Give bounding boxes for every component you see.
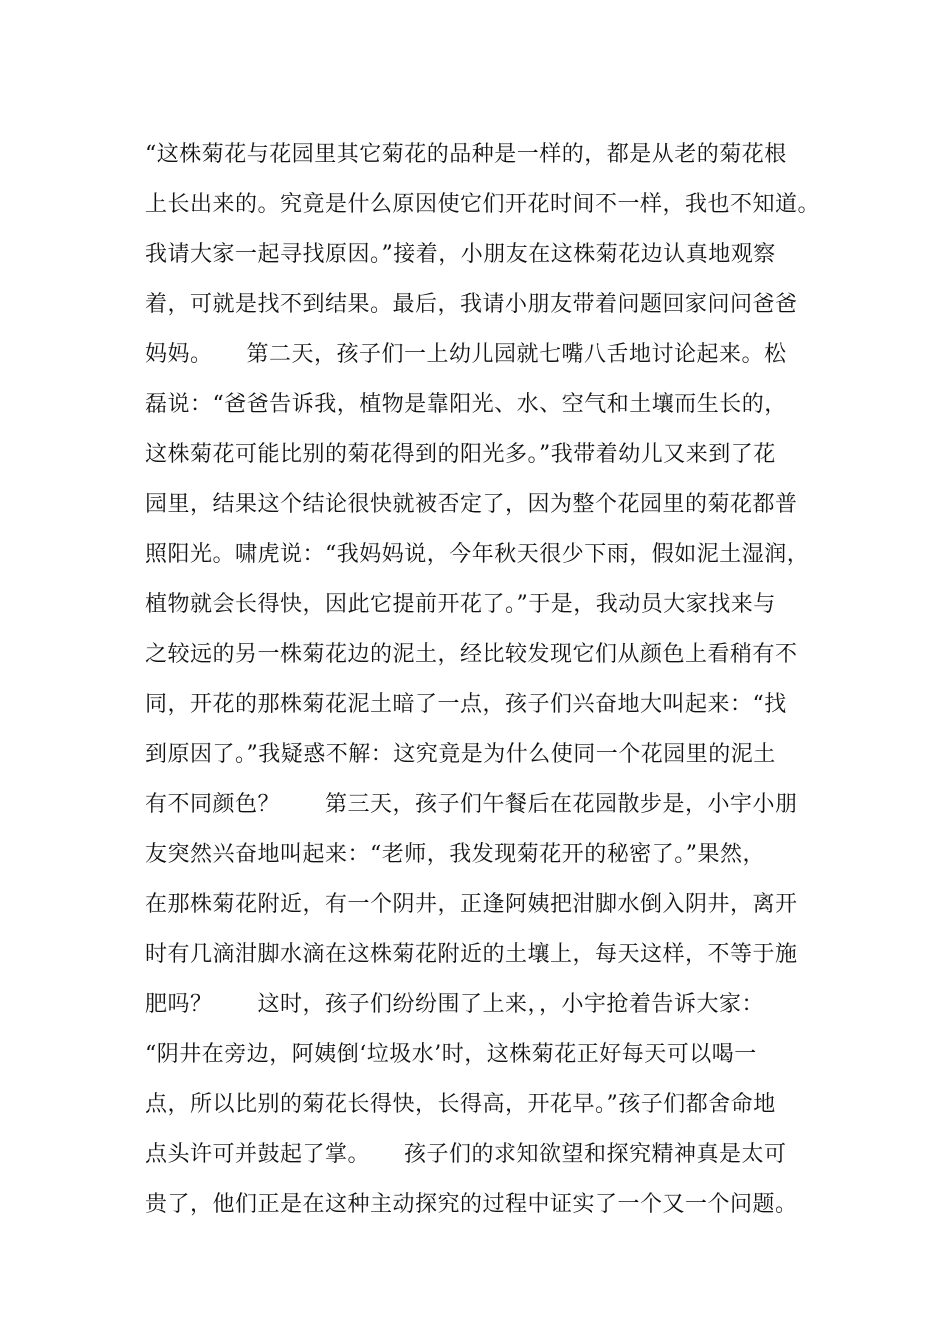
text-line-19: “阴井在旁边，阿姨倒‘垃圾水’时，这株菊花正好每天可以喝一 <box>145 1042 757 1067</box>
text-line-8: 园里，结果这个结论很快就被否定了，因为整个花园里的菊花都普 <box>145 492 798 517</box>
text-line-13: 到原因了。”我疑惑不解：这究竟是为什么使同一个花园里的泥土 <box>145 742 776 767</box>
text-line-15: 友突然兴奋地叫起来：“老师，我发现菊花开的秘密了。”果然， <box>145 842 765 867</box>
document-body <box>145 130 835 1230</box>
text-line-10: 植物就会长得快，因此它提前开花了。”于是，我动员大家找来与 <box>145 592 776 617</box>
text-line-12: 同，开花的那株菊花泥土暗了一点，孩子们兴奋地大叫起来：“找 <box>145 692 787 717</box>
text-line-20: 点，所以比别的菊花长得快，长得高，开花早。”孩子们都舍命地 <box>145 1092 776 1117</box>
text-line-18: 肥吗？ 这时，孩子们纷纷围了上来，，小宇抢着告诉大家： <box>145 992 765 1017</box>
text-line-21: 点头许可并鼓起了掌。 孩子们的求知欲望和探究精神真是太可 <box>145 1142 787 1167</box>
text-line-4: 着，可就是找不到结果。最后，我请小朋友带着问题回家问问爸爸 <box>145 292 798 317</box>
text-line-1: “这株菊花与花园里其它菊花的品种是一样的，都是从老的菊花根 <box>145 142 787 167</box>
text-line-6: 磊说：“爸爸告诉我，植物是靠阳光、水、空气和土壤而生长的， <box>145 392 787 417</box>
text-line-16: 在那株菊花附近，有一个阴井，正逢阿姨把泔脚水倒入阴井，离开 <box>145 892 798 917</box>
text-line-14: 有不同颜色？ 第三天，孩子们午餐后在花园散步是，小宇小朋 <box>145 792 798 817</box>
text-line-17: 时有几滴泔脚水滴在这株菊花附近的土壤上，每天这样，不等于施 <box>145 942 798 967</box>
text-line-7: 这株菊花可能比别的菊花得到的阳光多。”我带着幼儿又来到了花 <box>145 442 776 467</box>
text-line-5: 妈妈。 第二天，孩子们一上幼儿园就七嘴八舌地讨论起来。松 <box>145 342 787 367</box>
text-line-3: 我请大家一起寻找原因。”接着，小朋友在这株菊花边认真地观察 <box>145 242 776 267</box>
text-line-11: 之较远的另一株菊花边的泥土，经比较发现它们从颜色上看稍有不 <box>145 642 798 667</box>
text-line-9: 照阳光。啸虎说：“我妈妈说，今年秋天很少下雨，假如泥土湿润， <box>145 542 810 567</box>
text-line-22: 贵了，他们正是在这种主动探究的过程中证实了一个又一个问题。 <box>145 1192 798 1217</box>
text-line-2: 上长出来的。究竟是什么原因使它们开花时间不一样，我也不知道。 <box>145 192 821 217</box>
